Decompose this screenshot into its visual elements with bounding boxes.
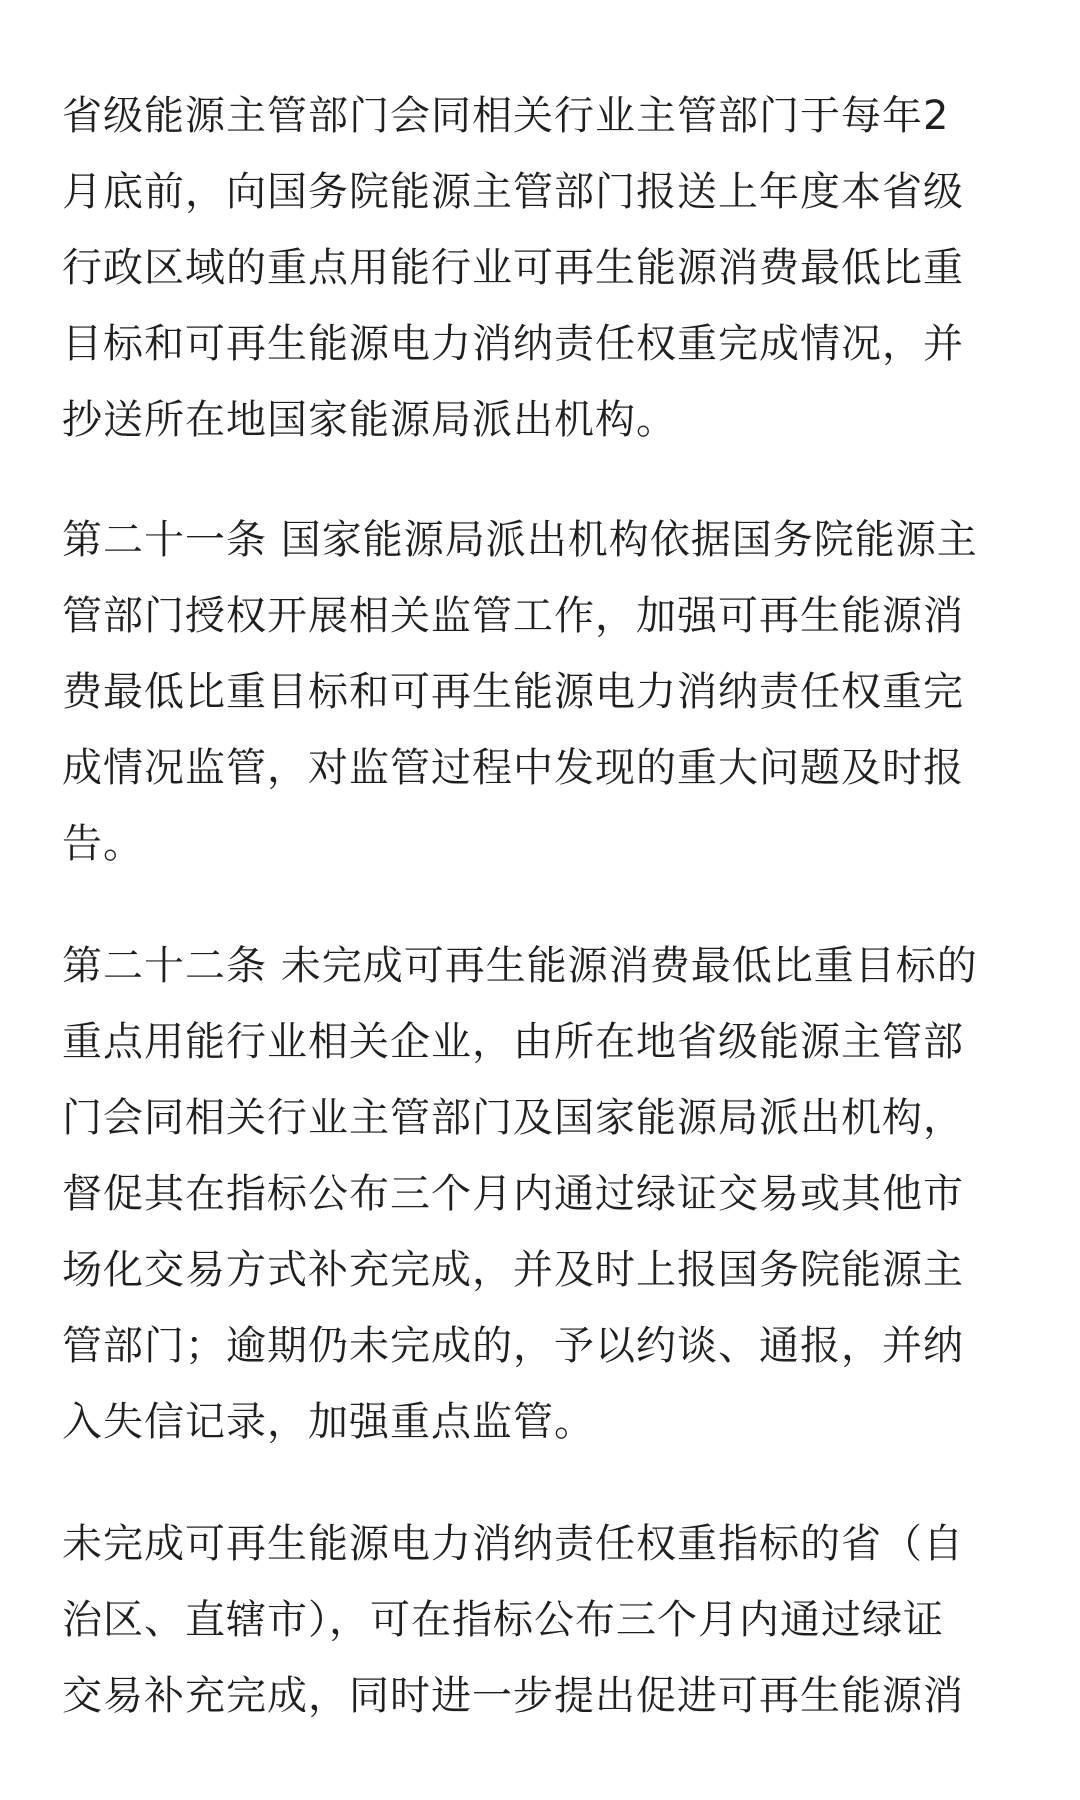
text-line: 月底前，向国务院能源主管部门报送上年度本省级 bbox=[62, 169, 964, 215]
article-body bbox=[62, 78, 1034, 1782]
text-line: 督促其在指标公布三个月内通过绿证交易或其他市 bbox=[62, 1171, 964, 1217]
text-line: 门会同相关行业主管部门及国家能源局派出机构， bbox=[62, 1095, 964, 1141]
text-line: 交易补充完成，同时进一步提出促进可再生能源消 bbox=[62, 1673, 964, 1719]
text-line: 告。 bbox=[62, 821, 144, 867]
text-line: 第二十一条 国家能源局派出机构依据国务院能源主 bbox=[62, 517, 978, 563]
text-line: 管部门授权开展相关监管工作，加强可再生能源消 bbox=[62, 593, 964, 639]
text-line: 抄送所在地国家能源局派出机构。 bbox=[62, 397, 677, 443]
paragraph-article-21 bbox=[62, 502, 1034, 882]
text-line: 费最低比重目标和可再生能源电力消纳责任权重完 bbox=[62, 669, 964, 715]
text-line: 场化交易方式补充完成，并及时上报国务院能源主 bbox=[62, 1247, 964, 1293]
text-line: 目标和可再生能源电力消纳责任权重完成情况，并 bbox=[62, 321, 964, 367]
paragraph-provincial bbox=[62, 1506, 1034, 1734]
text-line: 入失信记录，加强重点监管。 bbox=[62, 1399, 595, 1445]
text-line: 省级能源主管部门会同相关行业主管部门于每年2 bbox=[62, 93, 950, 139]
paragraph-reporting bbox=[62, 78, 1034, 458]
text-line: 成情况监管，对监管过程中发现的重大问题及时报 bbox=[62, 745, 964, 791]
text-line: 管部门；逾期仍未完成的，予以约谈、通报，并纳 bbox=[62, 1323, 964, 1369]
text-line: 第二十二条 未完成可再生能源消费最低比重目标的 bbox=[62, 943, 978, 989]
text-line: 未完成可再生能源电力消纳责任权重指标的省（自 bbox=[62, 1521, 964, 1567]
text-line: 行政区域的重点用能行业可再生能源消费最低比重 bbox=[62, 245, 964, 291]
text-line: 重点用能行业相关企业，由所在地省级能源主管部 bbox=[62, 1019, 964, 1065]
paragraph-article-22 bbox=[62, 928, 1034, 1460]
text-line: 治区、直辖市），可在指标公布三个月内通过绿证 bbox=[62, 1597, 944, 1643]
